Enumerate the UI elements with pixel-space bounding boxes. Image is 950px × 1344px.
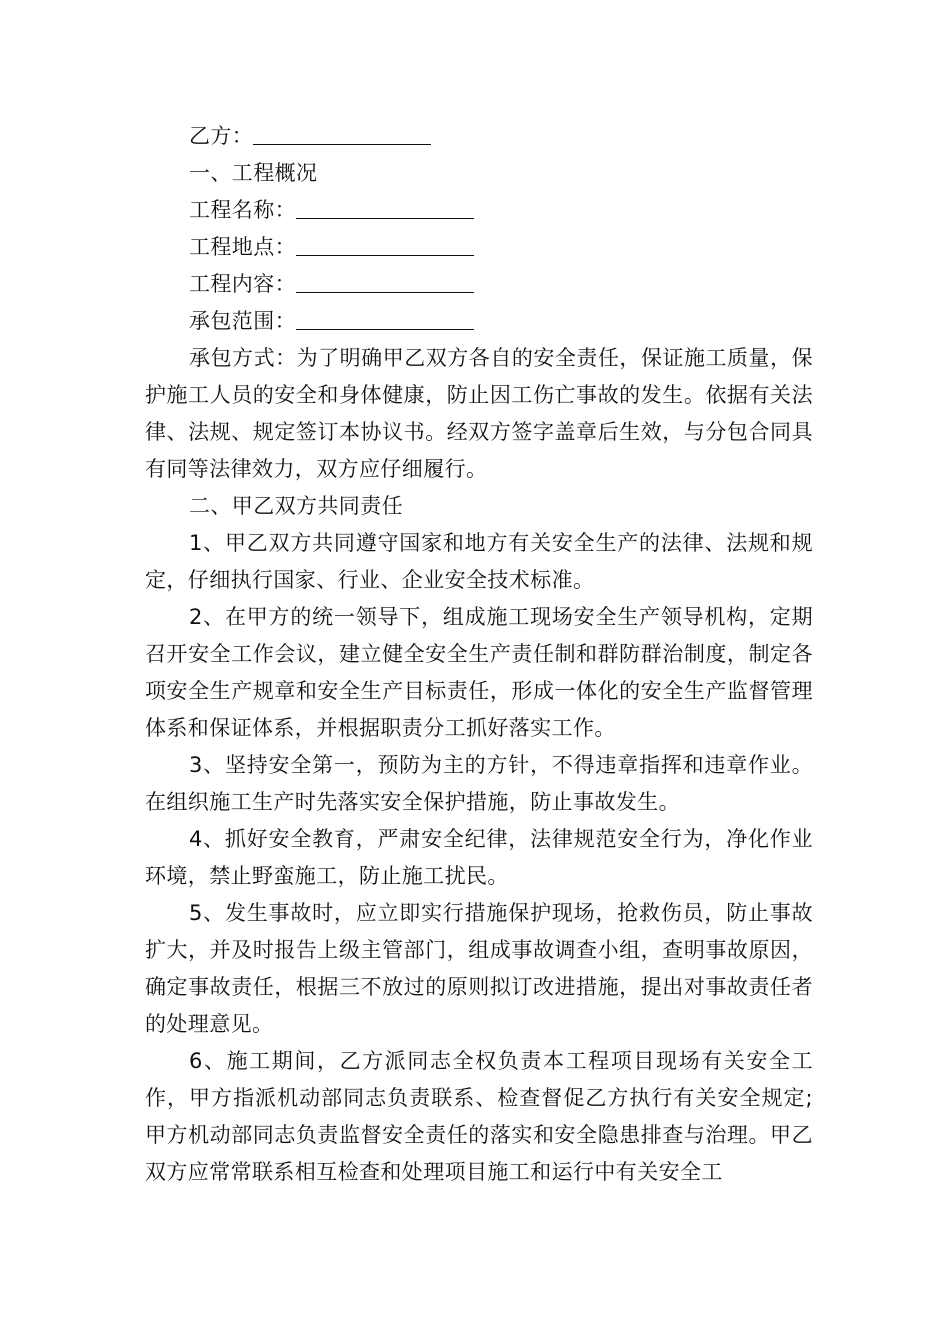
field-contract-scope: [145, 303, 813, 340]
field-blank: [296, 309, 474, 330]
responsibility-item-6: 6、施工期间，乙方派同志全权负责本工程项目现场有关安全工作，甲方指派机动部同志负责联系、检查督促乙方执行有关安全规定;甲方机动部同志负责监督安全责任的落实和安全隐患排查与治理。甲乙双方应常常联系相互检查和处理项目施工和运行中有关安全工: [145, 1049, 813, 1184]
field-blank: [296, 272, 474, 293]
field-project-location: [145, 229, 813, 266]
responsibility-item-3: 3、坚持安全第一，预防为主的方针，不得违章指挥和违章作业。在组织施工生产时先落实安全保护措施，防止事故发生。: [145, 753, 813, 814]
field-label: 工程内容：: [189, 272, 296, 296]
field-project-content: [145, 266, 813, 303]
party-b-line: [145, 118, 813, 155]
responsibility-item-2: 2、在甲方的统一领导下，组成施工现场安全生产领导机构，定期召开安全工作会议，建立健全安全生产责任制和群防群治制度，制定各项安全生产规章和安全生产目标责任，形成一体化的安全生产监督管理体系和保证体系，并根据职责分工抓好落实工作。: [145, 605, 813, 740]
responsibility-item-5: 5、发生事故时，应立即实行措施保护现场，抢救伤员，防止事故扩大，并及时报告上级主管部门，组成事故调查小组，查明事故原因，确定事故责任，根据三不放过的原则拟订改进措施，提出对事故责任者的处理意见。: [145, 901, 813, 1036]
section1-title: 一、工程概况: [189, 161, 318, 185]
responsibility-item-1: 1、甲乙双方共同遵守国家和地方有关安全生产的法律、法规和规定，仔细执行国家、行业、企业安全技术标准。: [145, 531, 813, 592]
responsibility-item-4: 4、抓好安全教育，严肃安全纪律，法律规范安全行为，净化作业环境，禁止野蛮施工，防止施工扰民。: [145, 827, 813, 888]
field-project-name: [145, 192, 813, 229]
section2-title: 二、甲乙双方共同责任: [189, 494, 403, 518]
field-label: 工程名称：: [189, 198, 296, 222]
document-body: [145, 118, 813, 1191]
field-label: 承包范围：: [189, 309, 296, 333]
party-b-label: 乙方：: [189, 124, 254, 148]
field-label: 工程地点：: [189, 235, 296, 259]
contract-method-paragraph: 承包方式：为了明确甲乙双方各自的安全责任，保证施工质量，保护施工人员的安全和身体健康，防止因工伤亡事故的发生。依据有关法律、法规、规定签订本协议书。经双方签字盖章后生效，与分包合同具有同等法律效力，双方应仔细履行。: [145, 346, 813, 481]
field-blank: [296, 198, 474, 219]
field-blank: [296, 235, 474, 256]
party-b-blank: [253, 124, 431, 145]
